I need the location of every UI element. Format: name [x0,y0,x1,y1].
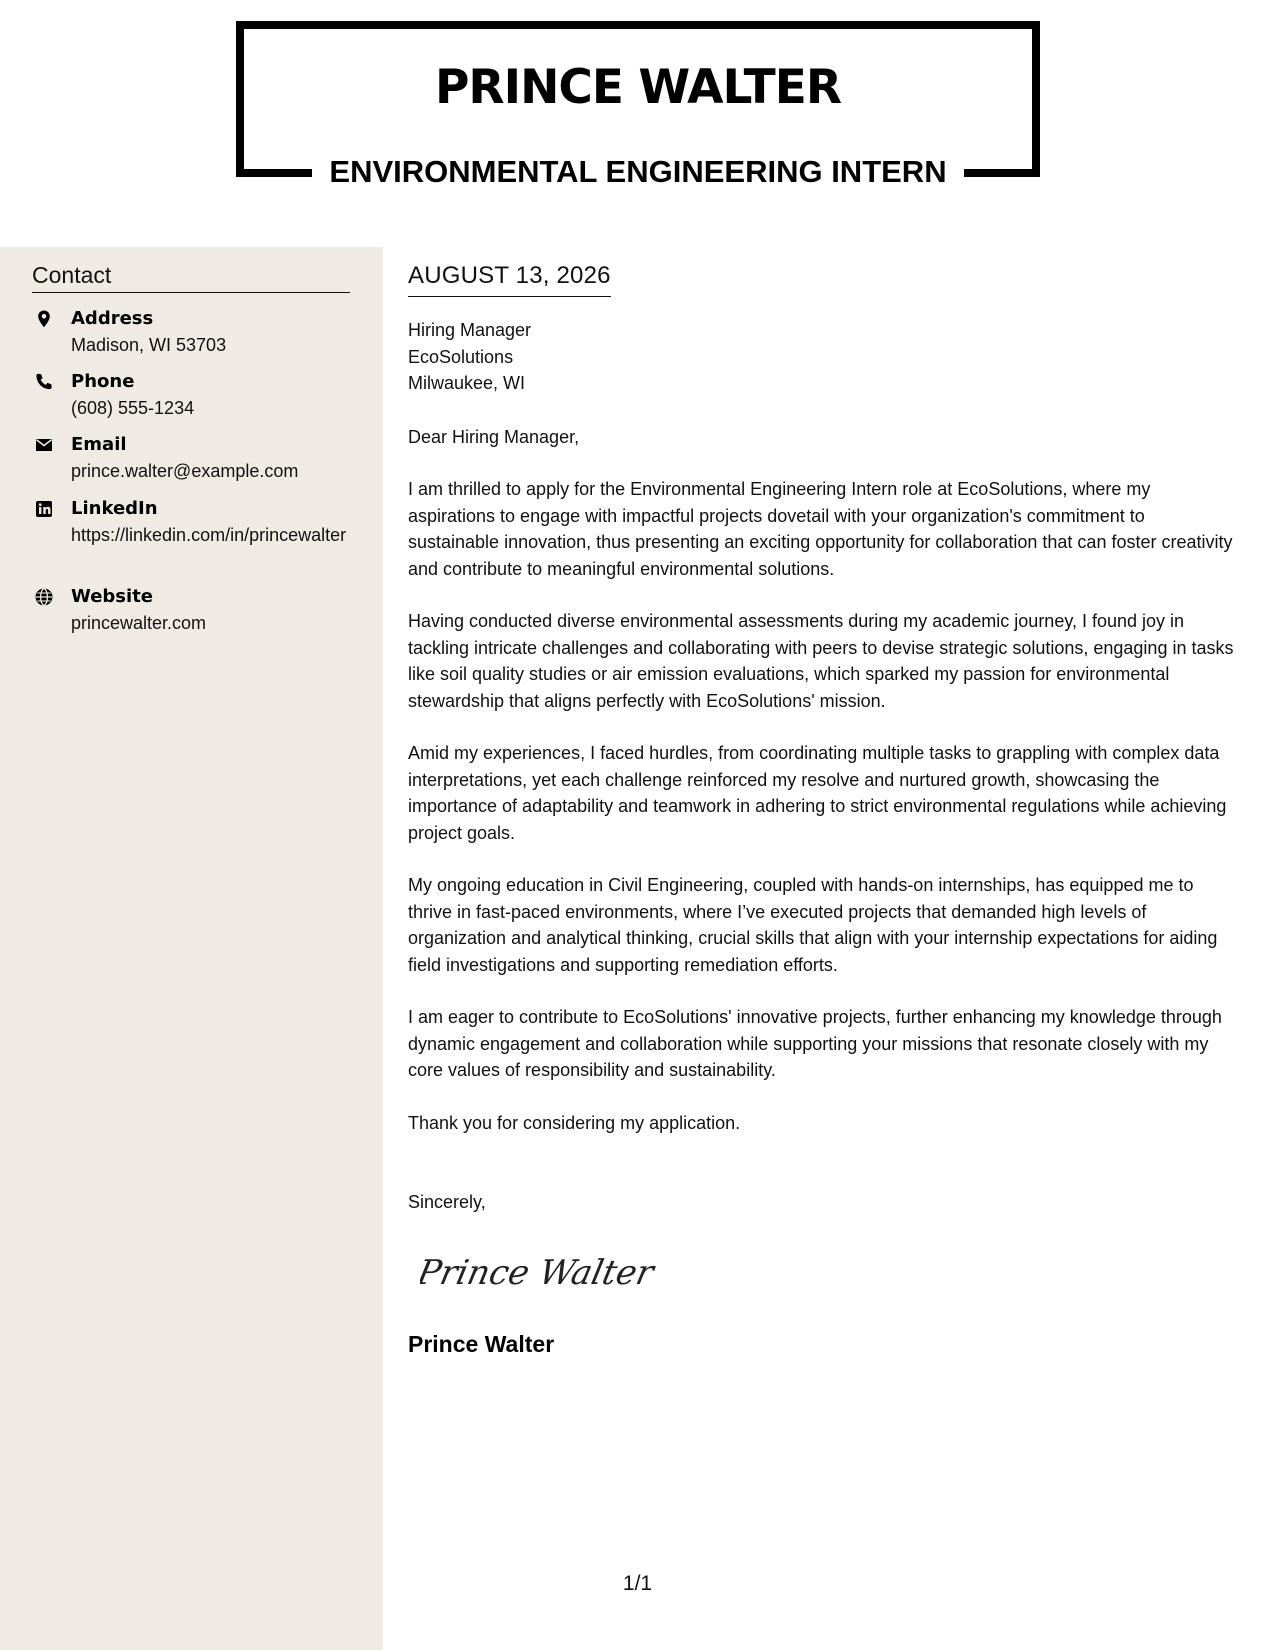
recipient-line: Milwaukee, WI [408,373,526,393]
contact-value: prince.walter@example.com [71,461,299,481]
map-pin-icon [34,309,54,329]
paragraph: Having conducted diverse environmental assessments during my academic journey, I found joy in tackling intricate challenges and collaborating with peers to devise strategic solutions, engaging in tasks like soil quality studies or air emission evaluations, which sparked my passion for environmental stewardship that aligns perfectly with EcoSolutions' mission. [408,611,1234,711]
recipient-line: EcoSolutions [408,346,514,367]
page-number: 1/1 [622,1572,653,1595]
paragraph: My ongoing education in Civil Engineering, coupled with hands-on internships, has equipped me to thrive in fast-paced environments, where I’ve executed projects that demanded high levels of organization and analytical thinking, crucial skills that align with your internship expectations for aiding field investigations and supporting remediation efforts. [408,875,1218,975]
paragraph: I am thrilled to apply for the Environmental Engineering Intern role at EcoSolutions, where my aspirations to engage with impactful projects dovetail with your organization's commitment to sustainable innovation, thus presenting an exciting opportunity for collaboration that can foster creativity and contribute to meaningful environmental solutions. [408,479,1233,579]
paragraph: Amid my experiences, I faced hurdles, from coordinating multiple tasks to grappling with complex data interpretations, yet each challenge reinforced my resolve and nurtured growth, showcasing the importance of adaptability and teamwork in adhering to strict environmental regulations while achieving project goals. [408,743,1227,843]
linkedin-icon [34,499,54,519]
contact-label: Address [71,308,154,329]
contact-value: Madison, WI 53703 [71,335,227,355]
letter-body [408,260,1238,1359]
paragraph: I am eager to contribute to EcoSolutions' innovative projects, further enhancing my knowledge through dynamic engagement and collaboration while supporting your missions that resonate closely with my core values of responsibility and sustainability. [408,1007,1222,1080]
signer-name: Prince Walter [408,1331,555,1357]
signature-text: Prince Walter [420,1252,658,1293]
recipient-line: Hiring Manager [408,320,532,340]
contact-label: Phone [71,371,135,392]
phone-icon [34,372,54,392]
contact-value: princewalter.com [71,613,207,633]
globe-icon [34,587,54,607]
closing: Sincerely, [408,1192,486,1212]
contact-value: https://linkedin.com/in/princewalter [71,525,347,545]
handwritten-signature [420,1244,660,1300]
paragraph: Thank you for considering my application. [408,1112,741,1133]
envelope-icon [34,435,54,455]
contact-label: Email [71,434,127,455]
salutation: Dear Hiring Manager, [408,426,580,447]
recipient-block [408,317,1238,397]
job-title: ENVIRONMENTAL ENGINEERING INTERN [329,154,947,189]
contact-label: Website [71,586,154,607]
contact-value: (608) 555-1234 [71,398,195,418]
letter-date: AUGUST 13, 2026 [408,260,611,297]
contact-heading: Contact [32,260,350,293]
contact-label: LinkedIn [71,498,158,519]
applicant-name: PRINCE WALTER [434,60,842,115]
